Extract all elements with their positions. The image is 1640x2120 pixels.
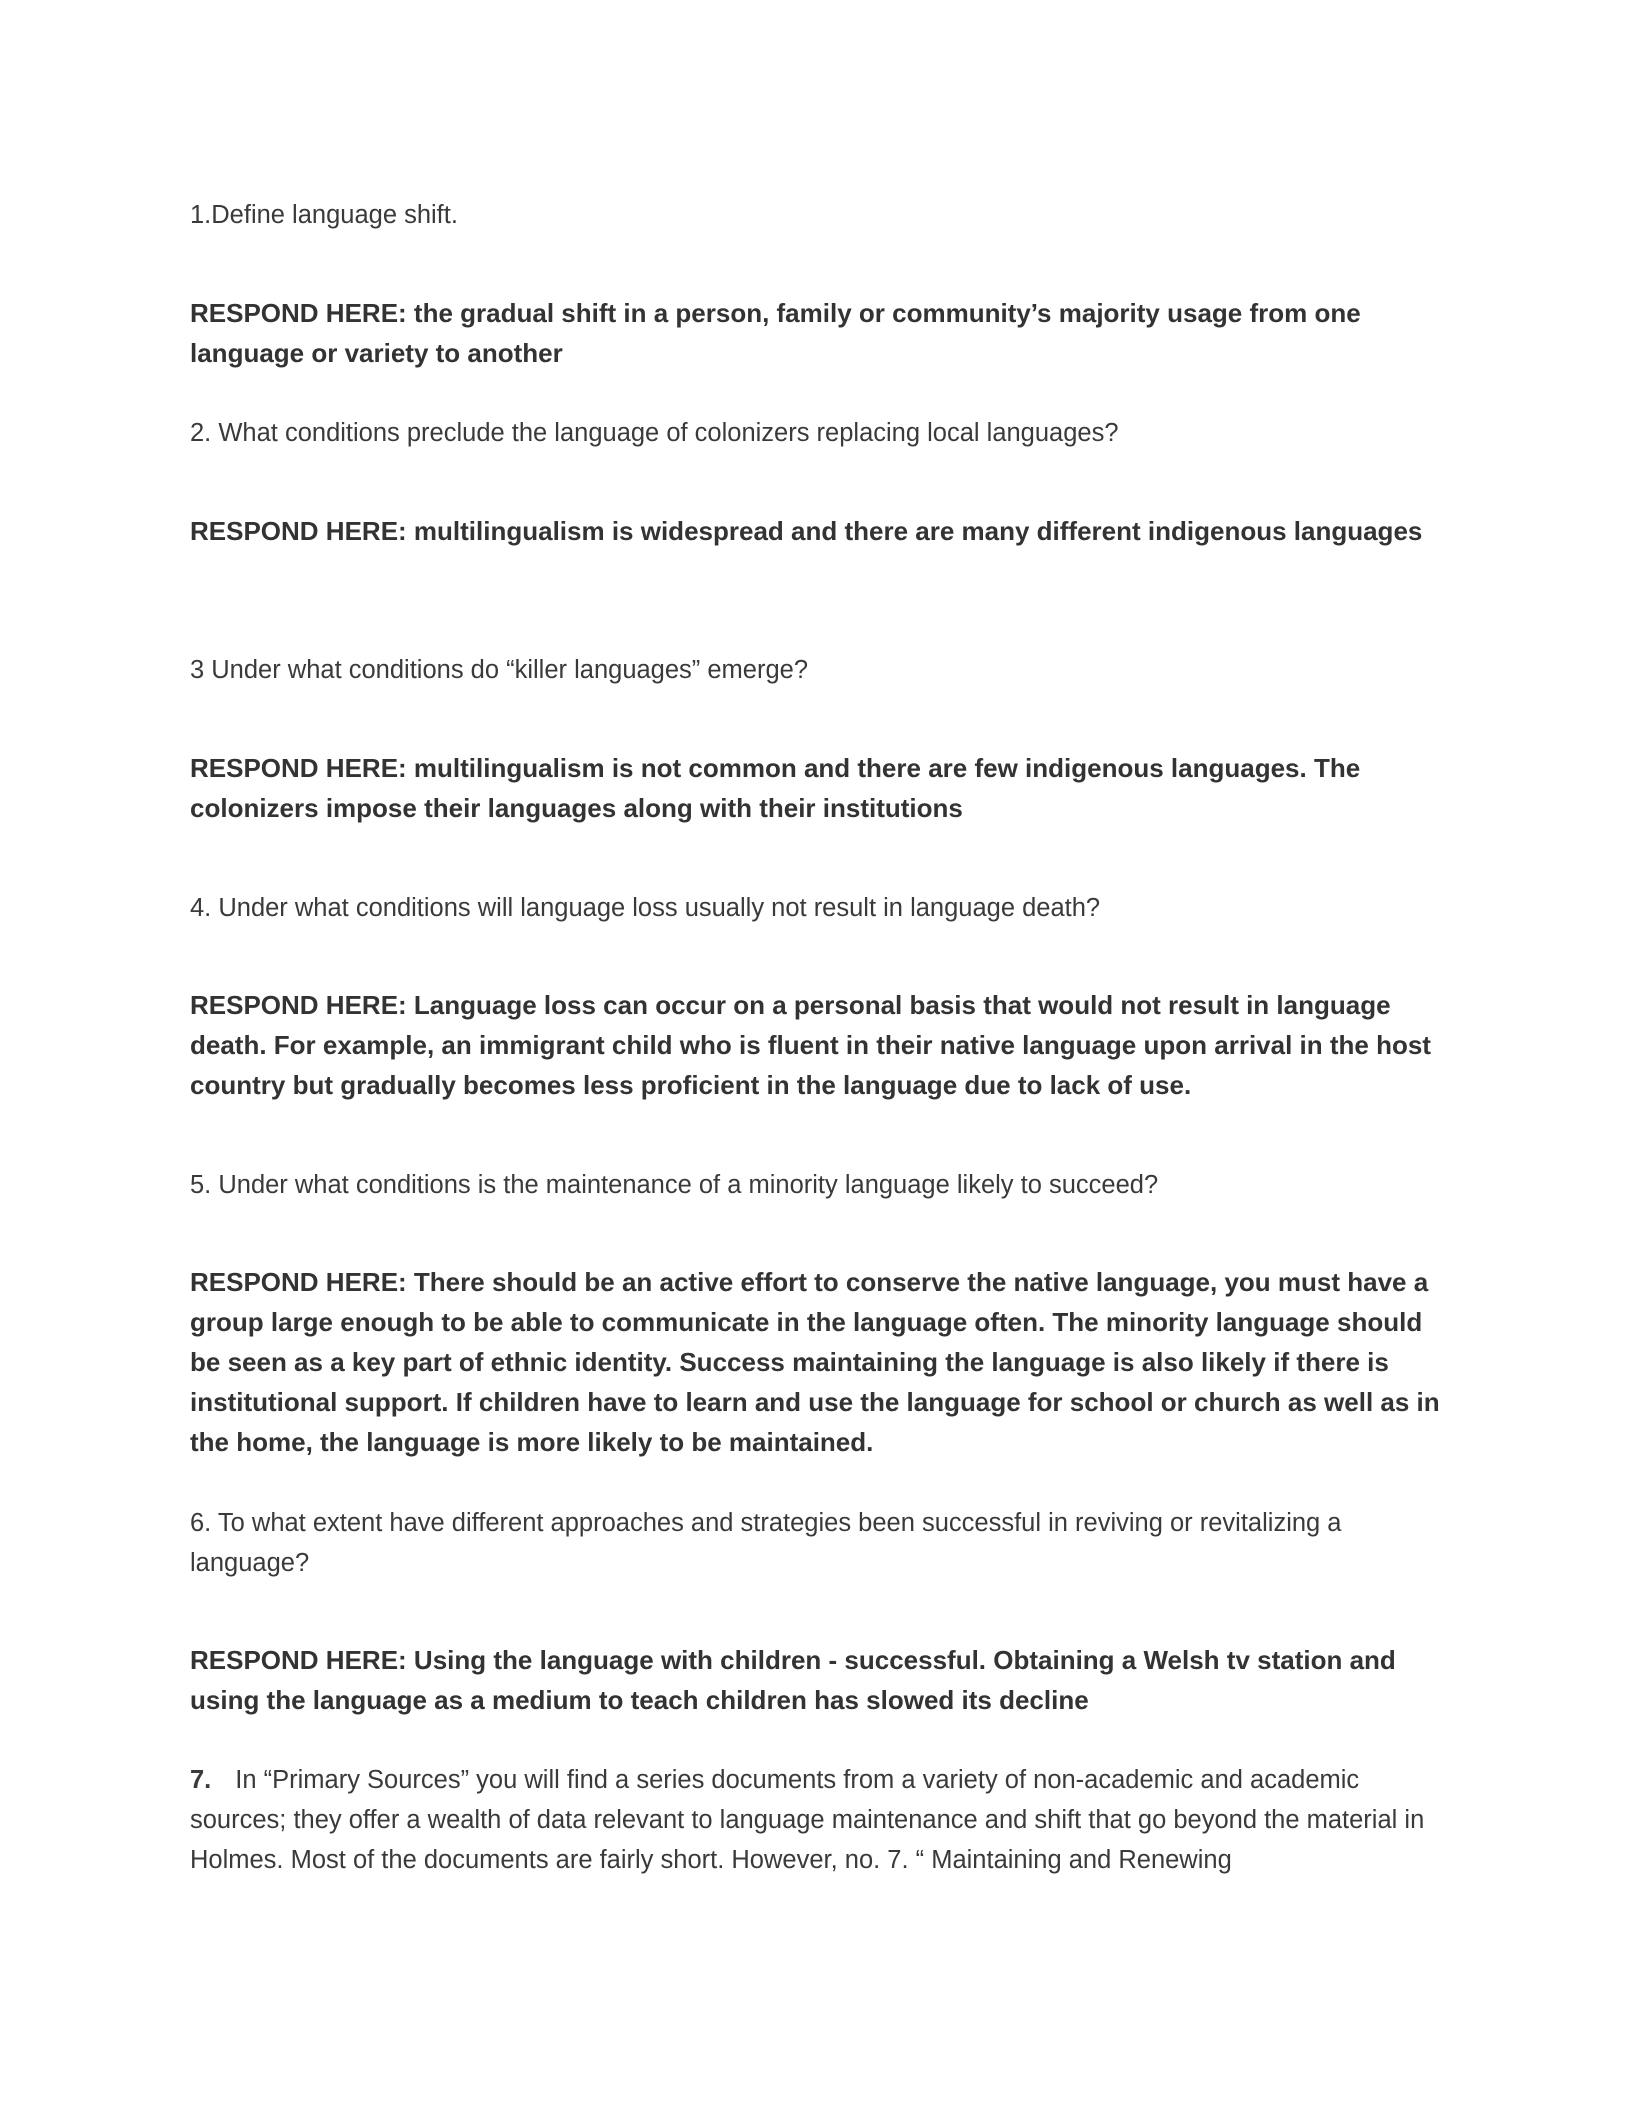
question-3: 3 Under what conditions do “killer languages” emerge?: [190, 656, 809, 684]
item-7-number: 7.: [190, 1766, 212, 1794]
answer-6: RESPOND HERE: Using the language with children - successful. Obtaining a Welsh tv station and using the language as a medium to teach children has slowed its decline: [190, 1645, 1396, 1715]
answer-1: RESPOND HERE: the gradual shift in a person, family or community’s majority usage from one language or variety to another: [190, 298, 1361, 368]
question-1: 1.Define language shift.: [190, 201, 458, 229]
item-7-text: In “Primary Sources” you will find a series documents from a variety of non-academic and academic sources; they offer a wealth of data relevant to language maintenance and shift that go beyond the material in Holmes. Most of the documents are fairly short. However, no. 7. “ Maintaining and Renewing: [190, 1766, 1425, 1874]
answer-2: RESPOND HERE: multilingualism is widespread and there are many different indigenous languages: [190, 516, 1423, 546]
answer-5: RESPOND HERE: There should be an active effort to conserve the native language, you must have a group large enough to be able to communicate in the language often. The minority language should be seen as a key part of ethnic identity. Success maintaining the language is also likely if there is institutional support. If children have to learn and use the language for school or church as well as in the home, the language is more likely to be maintained.: [190, 1267, 1440, 1457]
question-6: 6. To what extent have different approaches and strategies been successful in reviving or revitalizing a language?: [190, 1509, 1342, 1577]
question-5: 5. Under what conditions is the maintenance of a minority language likely to succeed?: [190, 1171, 1159, 1199]
question-2: 2. What conditions preclude the language of colonizers replacing local languages?: [190, 419, 1119, 447]
item-7: [190, 1760, 1440, 1880]
answer-3: RESPOND HERE: multilingualism is not common and there are few indigenous languages. The colonizers impose their languages along with their institutions: [190, 753, 1361, 823]
question-4: 4. Under what conditions will language loss usually not result in language death?: [190, 894, 1101, 922]
answer-4: RESPOND HERE: Language loss can occur on a personal basis that would not result in language death. For example, an immigrant child who is fluent in their native language upon arrival in the host country but gradually becomes less proficient in the language due to lack of use.: [190, 990, 1431, 1100]
